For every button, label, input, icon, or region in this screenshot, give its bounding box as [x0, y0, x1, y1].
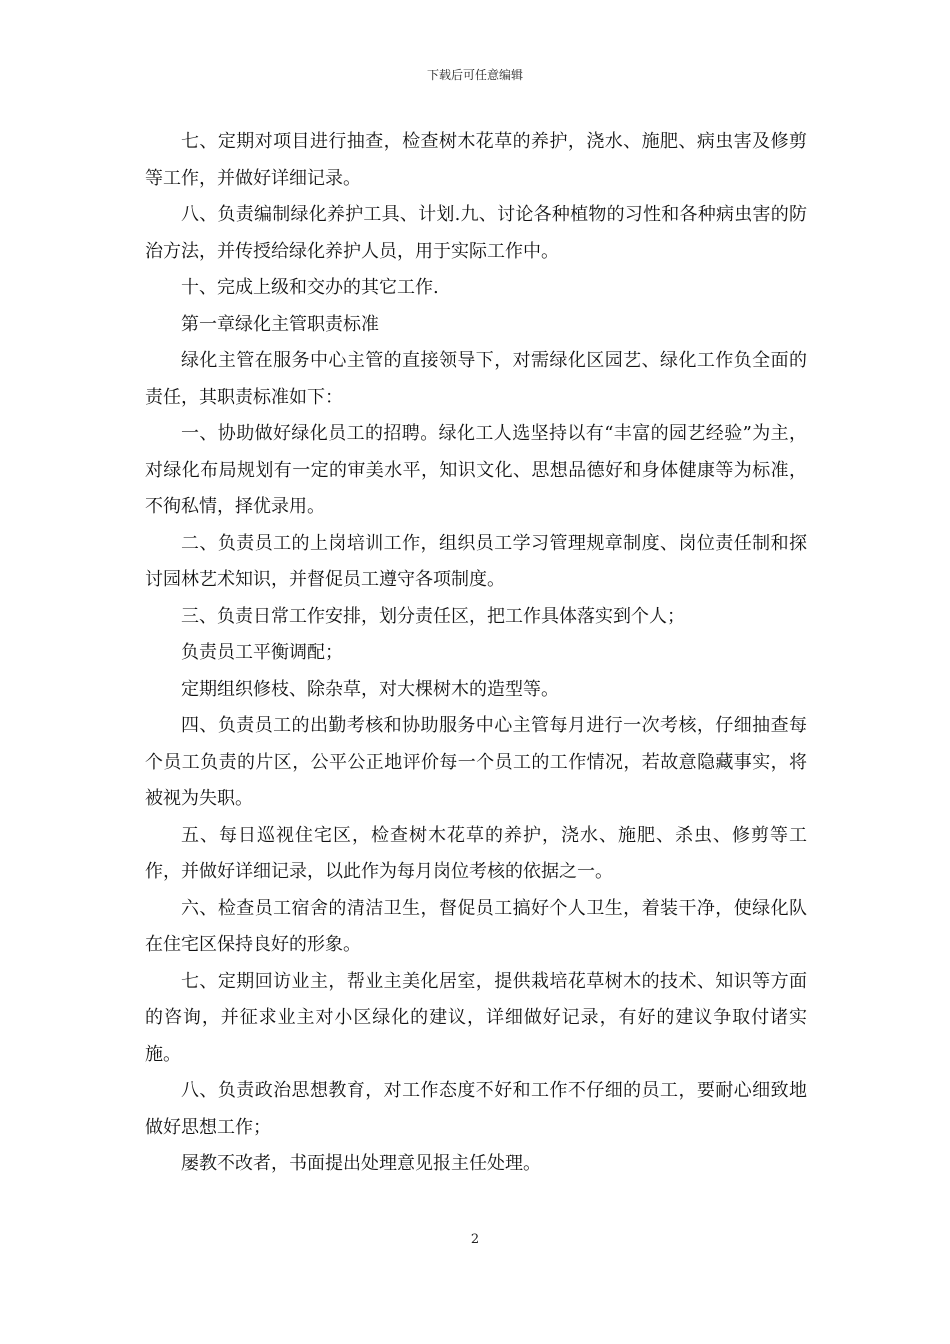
paragraph-11: 四、负责员工的出勤考核和协助服务中心主管每月进行一次考核，仔细抽查每个员工负责的片区，公平公正地评价每一个员工的工作情况，若故意隐藏事实，将被视为失职。	[145, 715, 807, 809]
page-header: 下载后可任意编辑	[426, 68, 523, 82]
paragraph-12: 五、每日巡视住宅区，检查树木花草的养护，浇水、施肥、杀虫、修剪等工作，并做好详细记录，以此作为每月岗位考核的依据之一。	[145, 824, 807, 882]
paragraph-1: 七、定期对项目进行抽查，检查树木花草的养护，浇水、施肥、病虫害及修剪等工作，并做好详细记录。	[145, 131, 807, 189]
paragraph-5: 绿化主管在服务中心主管的直接领导下，对需绿化区园艺、绿化工作负全面的责任，其职责标准如下：	[145, 350, 807, 408]
paragraph-13: 六、检查员工宿舍的清洁卫生，督促员工搞好个人卫生，着装干净，使绿化队在住宅区保持良好的形象。	[145, 897, 807, 955]
paragraph-9: 负责员工平衡调配；	[181, 642, 343, 663]
section-heading: 第一章绿化主管职责标准	[181, 313, 379, 335]
paragraph-8: 三、负责日常工作安排，划分责任区，把工作具体落实到个人；	[181, 605, 685, 627]
document-body	[145, 124, 807, 1183]
page-number: 2	[470, 1232, 480, 1247]
paragraph-16: 屡教不改者，书面提出处理意见报主任处理。	[181, 1153, 541, 1174]
paragraph-10: 定期组织修枝、除杂草，对大棵树木的造型等。	[181, 678, 559, 700]
paragraph-2: 八、负责编制绿化养护工具、计划.九、讨论各种植物的习性和各种病虫害的防治方法，并传授给绿化养护人员，用于实际工作中。	[145, 204, 807, 262]
paragraph-15: 八、负责政治思想教育，对工作态度不好和工作不仔细的员工，要耐心细致地做好思想工作；	[145, 1080, 807, 1138]
paragraph-14: 七、定期回访业主，帮业主美化居室，提供栽培花草树木的技术、知识等方面的咨询，并征求业主对小区绿化的建议，详细做好记录，有好的建议争取付诸实施。	[145, 970, 807, 1065]
paragraph-7: 二、负责员工的上岗培训工作，组织员工学习管理规章制度、岗位责任制和探讨园林艺术知识，并督促员工遵守各项制度。	[145, 532, 807, 590]
paragraph-6: 一、协助做好绿化员工的招聘。绿化工人选坚持以有“丰富的园艺经验”为主，对绿化布局规划有一定的审美水平，知识文化、思想品德好和身体健康等为标准，不徇私情，择优录用。	[145, 423, 807, 517]
paragraph-3: 十、完成上级和交办的其它工作.	[181, 277, 439, 298]
